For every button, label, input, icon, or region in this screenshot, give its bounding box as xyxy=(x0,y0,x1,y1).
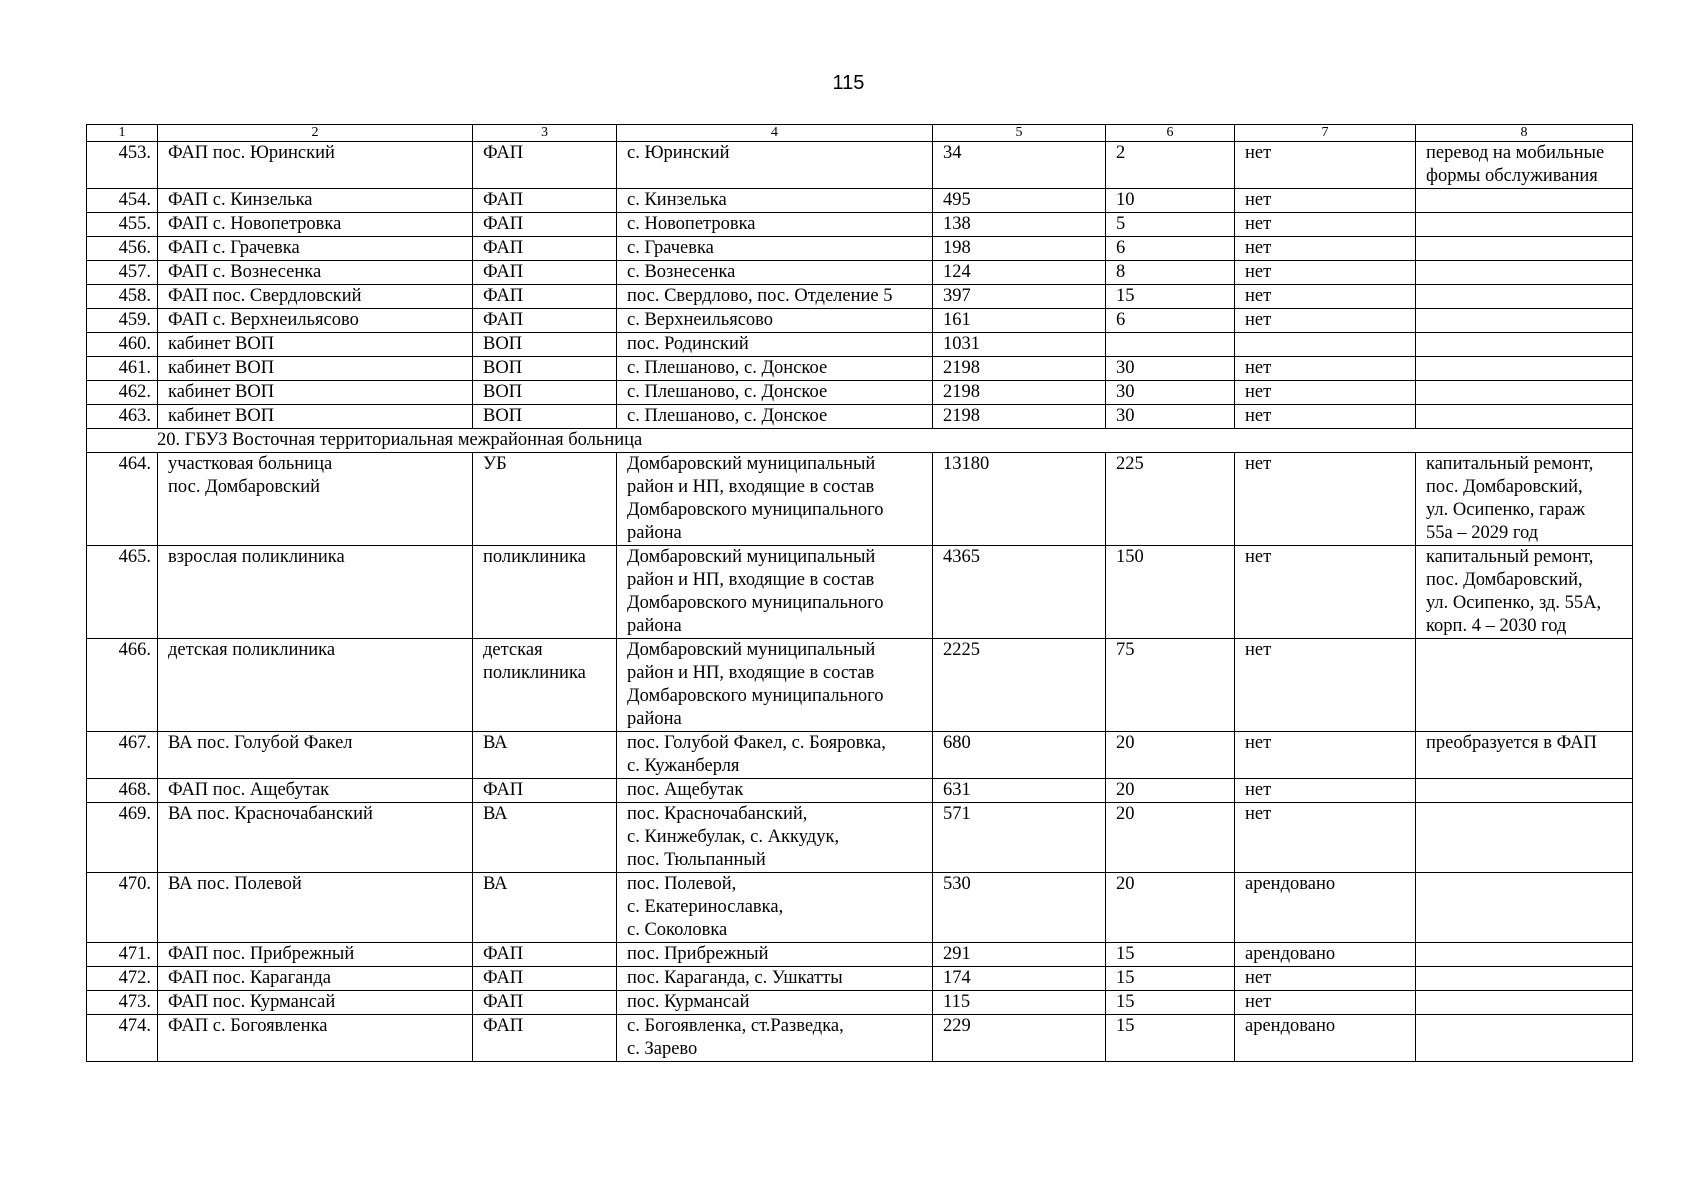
capacity-cell: 2 xyxy=(1106,142,1235,189)
row-number-cell: 469. xyxy=(87,803,158,873)
note-cell: преобразуется в ФАП xyxy=(1416,732,1633,779)
table-row xyxy=(87,357,1633,381)
status-cell: нет xyxy=(1235,779,1416,803)
status-cell: нет xyxy=(1235,309,1416,333)
row-number-cell: 456. xyxy=(87,237,158,261)
status-cell: нет xyxy=(1235,732,1416,779)
facility-type-cell: ВОП xyxy=(473,405,617,429)
table-row xyxy=(87,1015,1633,1062)
facility-type-cell: ФАП xyxy=(473,967,617,991)
service-area-cell: пос. Полевой, с. Екатеринославка, с. Соколовка xyxy=(617,873,933,943)
row-number-cell: 457. xyxy=(87,261,158,285)
service-area-cell: с. Новопетровка xyxy=(617,213,933,237)
capacity-cell: 150 xyxy=(1106,546,1235,639)
page-number: 115 xyxy=(832,72,865,94)
population-cell: 2198 xyxy=(933,357,1106,381)
facility-type-cell: ФАП xyxy=(473,213,617,237)
service-area-cell: с. Вознесенка xyxy=(617,261,933,285)
service-area-cell: с. Верхнеильясово xyxy=(617,309,933,333)
population-cell: 115 xyxy=(933,991,1106,1015)
status-cell: нет xyxy=(1235,381,1416,405)
facility-type-cell: ВА xyxy=(473,873,617,943)
capacity-cell: 30 xyxy=(1106,405,1235,429)
facility-name-cell: ФАП пос. Свердловский xyxy=(158,285,473,309)
service-area-cell: с. Плешаново, с. Донское xyxy=(617,357,933,381)
population-cell: 13180 xyxy=(933,453,1106,546)
facility-name-cell: ФАП с. Богоявленка xyxy=(158,1015,473,1062)
service-area-cell: с. Плешаново, с. Донское xyxy=(617,381,933,405)
column-number: 6 xyxy=(1106,125,1235,142)
population-cell: 174 xyxy=(933,967,1106,991)
capacity-cell xyxy=(1106,333,1235,357)
note-cell xyxy=(1416,309,1633,333)
row-number-cell: 461. xyxy=(87,357,158,381)
capacity-cell: 6 xyxy=(1106,237,1235,261)
table-row xyxy=(87,237,1633,261)
table-row xyxy=(87,546,1633,639)
row-number-cell: 459. xyxy=(87,309,158,333)
capacity-cell: 20 xyxy=(1106,779,1235,803)
facility-name-cell: ФАП пос. Прибрежный xyxy=(158,943,473,967)
status-cell: нет xyxy=(1235,142,1416,189)
status-cell: арендовано xyxy=(1235,873,1416,943)
note-cell xyxy=(1416,943,1633,967)
service-area-cell: с. Богоявленка, ст.Разведка, с. Зарево xyxy=(617,1015,933,1062)
service-area-cell: пос. Голубой Факел, с. Бояровка, с. Кужанберля xyxy=(617,732,933,779)
row-number-cell: 460. xyxy=(87,333,158,357)
table-row xyxy=(87,779,1633,803)
service-area-cell: пос. Свердлово, пос. Отделение 5 xyxy=(617,285,933,309)
table-row xyxy=(87,639,1633,732)
table-row xyxy=(87,381,1633,405)
note-cell xyxy=(1416,357,1633,381)
service-area-cell: Домбаровский муниципальный район и НП, входящие в состав Домбаровского муниципального района xyxy=(617,453,933,546)
population-cell: 198 xyxy=(933,237,1106,261)
table-row xyxy=(87,333,1633,357)
row-number-cell: 468. xyxy=(87,779,158,803)
service-area-cell: пос. Караганда, с. Ушкатты xyxy=(617,967,933,991)
capacity-cell: 15 xyxy=(1106,285,1235,309)
status-cell: нет xyxy=(1235,453,1416,546)
capacity-cell: 15 xyxy=(1106,991,1235,1015)
capacity-cell: 15 xyxy=(1106,1015,1235,1062)
table-row xyxy=(87,213,1633,237)
column-number: 8 xyxy=(1416,125,1633,142)
facility-name-cell: ФАП пос. Юринский xyxy=(158,142,473,189)
row-number-cell: 462. xyxy=(87,381,158,405)
row-number-cell: 466. xyxy=(87,639,158,732)
service-area-cell: пос. Родинский xyxy=(617,333,933,357)
population-cell: 34 xyxy=(933,142,1106,189)
facility-name-cell: ФАП пос. Караганда xyxy=(158,967,473,991)
table-row xyxy=(87,991,1633,1015)
population-cell: 138 xyxy=(933,213,1106,237)
capacity-cell: 5 xyxy=(1106,213,1235,237)
service-area-cell: с. Плешаново, с. Донское xyxy=(617,405,933,429)
service-area-cell: Домбаровский муниципальный район и НП, входящие в состав Домбаровского муниципального района xyxy=(617,546,933,639)
facility-name-cell: участковая больница пос. Домбаровский xyxy=(158,453,473,546)
note-cell xyxy=(1416,381,1633,405)
facility-name-cell: ФАП пос. Курмансай xyxy=(158,991,473,1015)
table-row xyxy=(87,189,1633,213)
status-cell: нет xyxy=(1235,237,1416,261)
facility-type-cell: ФАП xyxy=(473,1015,617,1062)
status-cell: нет xyxy=(1235,405,1416,429)
note-cell xyxy=(1416,285,1633,309)
service-area-cell: пос. Ащебутак xyxy=(617,779,933,803)
row-number-cell: 458. xyxy=(87,285,158,309)
note-cell xyxy=(1416,213,1633,237)
row-number-cell: 472. xyxy=(87,967,158,991)
table-row xyxy=(87,732,1633,779)
table-row xyxy=(87,453,1633,546)
population-cell: 631 xyxy=(933,779,1106,803)
note-cell xyxy=(1416,639,1633,732)
facility-name-cell: ФАП с. Вознесенка xyxy=(158,261,473,285)
table-body xyxy=(87,125,1633,1062)
row-number-cell: 474. xyxy=(87,1015,158,1062)
note-cell xyxy=(1416,189,1633,213)
note-cell xyxy=(1416,405,1633,429)
note-cell xyxy=(1416,333,1633,357)
facility-type-cell: ФАП xyxy=(473,237,617,261)
population-cell: 571 xyxy=(933,803,1106,873)
note-cell: капитальный ремонт, пос. Домбаровский, ул. Осипенко, гараж 55а – 2029 год xyxy=(1416,453,1633,546)
table-row xyxy=(87,943,1633,967)
population-cell: 2225 xyxy=(933,639,1106,732)
note-cell xyxy=(1416,1015,1633,1062)
facility-name-cell: ВА пос. Голубой Факел xyxy=(158,732,473,779)
facility-type-cell: УБ xyxy=(473,453,617,546)
facility-type-cell: ФАП xyxy=(473,943,617,967)
facilities-table xyxy=(86,124,1633,1062)
status-cell xyxy=(1235,333,1416,357)
facility-name-cell: кабинет ВОП xyxy=(158,333,473,357)
table-row xyxy=(87,142,1633,189)
service-area-cell: с. Юринский xyxy=(617,142,933,189)
capacity-cell: 15 xyxy=(1106,967,1235,991)
population-cell: 4365 xyxy=(933,546,1106,639)
facility-type-cell: ВОП xyxy=(473,357,617,381)
facility-name-cell: ВА пос. Красночабанский xyxy=(158,803,473,873)
capacity-cell: 30 xyxy=(1106,357,1235,381)
table-row xyxy=(87,309,1633,333)
note-cell xyxy=(1416,803,1633,873)
row-number-cell: 455. xyxy=(87,213,158,237)
facility-type-cell: ФАП xyxy=(473,285,617,309)
row-number-cell: 465. xyxy=(87,546,158,639)
population-cell: 1031 xyxy=(933,333,1106,357)
facility-type-cell: ФАП xyxy=(473,142,617,189)
facility-type-cell: ВОП xyxy=(473,381,617,405)
service-area-cell: пос. Прибрежный xyxy=(617,943,933,967)
facility-type-cell: ВА xyxy=(473,803,617,873)
capacity-cell: 20 xyxy=(1106,732,1235,779)
facility-type-cell: ВА xyxy=(473,732,617,779)
status-cell: нет xyxy=(1235,991,1416,1015)
column-number: 4 xyxy=(617,125,933,142)
service-area-cell: пос. Красночабанский, с. Кинжебулак, с. Аккудук, пос. Тюльпанный xyxy=(617,803,933,873)
status-cell: нет xyxy=(1235,639,1416,732)
service-area-cell: с. Грачевка xyxy=(617,237,933,261)
capacity-cell: 15 xyxy=(1106,943,1235,967)
facility-type-cell: ФАП xyxy=(473,261,617,285)
population-cell: 530 xyxy=(933,873,1106,943)
column-number: 3 xyxy=(473,125,617,142)
status-cell: нет xyxy=(1235,213,1416,237)
note-cell: перевод на мобильные формы обслуживания xyxy=(1416,142,1633,189)
facility-type-cell: поликлиника xyxy=(473,546,617,639)
population-cell: 397 xyxy=(933,285,1106,309)
note-cell: капитальный ремонт, пос. Домбаровский, ул. Осипенко, зд. 55А, корп. 4 – 2030 год xyxy=(1416,546,1633,639)
status-cell: нет xyxy=(1235,967,1416,991)
column-number: 1 xyxy=(87,125,158,142)
facility-type-cell: ВОП xyxy=(473,333,617,357)
population-cell: 124 xyxy=(933,261,1106,285)
status-cell: арендовано xyxy=(1235,1015,1416,1062)
facility-name-cell: ВА пос. Полевой xyxy=(158,873,473,943)
facility-name-cell: детская поликлиника xyxy=(158,639,473,732)
capacity-cell: 75 xyxy=(1106,639,1235,732)
row-number-cell: 464. xyxy=(87,453,158,546)
population-cell: 2198 xyxy=(933,381,1106,405)
table-row xyxy=(87,285,1633,309)
note-cell xyxy=(1416,237,1633,261)
note-cell xyxy=(1416,261,1633,285)
population-cell: 680 xyxy=(933,732,1106,779)
service-area-cell: Домбаровский муниципальный район и НП, входящие в состав Домбаровского муниципального района xyxy=(617,639,933,732)
facility-name-cell: кабинет ВОП xyxy=(158,405,473,429)
status-cell: нет xyxy=(1235,285,1416,309)
capacity-cell: 8 xyxy=(1106,261,1235,285)
population-cell: 495 xyxy=(933,189,1106,213)
service-area-cell: пос. Курмансай xyxy=(617,991,933,1015)
row-number-cell: 467. xyxy=(87,732,158,779)
status-cell: нет xyxy=(1235,261,1416,285)
row-number-cell: 473. xyxy=(87,991,158,1015)
note-cell xyxy=(1416,873,1633,943)
row-number-cell: 454. xyxy=(87,189,158,213)
status-cell: нет xyxy=(1235,803,1416,873)
table-row xyxy=(87,803,1633,873)
column-number: 2 xyxy=(158,125,473,142)
population-cell: 161 xyxy=(933,309,1106,333)
facility-name-cell: ФАП с. Грачевка xyxy=(158,237,473,261)
status-cell: нет xyxy=(1235,546,1416,639)
column-number: 7 xyxy=(1235,125,1416,142)
table-row xyxy=(87,405,1633,429)
table-row xyxy=(87,261,1633,285)
facility-name-cell: кабинет ВОП xyxy=(158,381,473,405)
column-number: 5 xyxy=(933,125,1106,142)
population-cell: 229 xyxy=(933,1015,1106,1062)
population-cell: 2198 xyxy=(933,405,1106,429)
row-number-cell: 470. xyxy=(87,873,158,943)
status-cell: нет xyxy=(1235,189,1416,213)
status-cell: нет xyxy=(1235,357,1416,381)
status-cell: арендовано xyxy=(1235,943,1416,967)
facility-type-cell: детская поликлиника xyxy=(473,639,617,732)
row-number-cell: 471. xyxy=(87,943,158,967)
note-cell xyxy=(1416,967,1633,991)
note-cell xyxy=(1416,779,1633,803)
column-number-row xyxy=(87,125,1633,142)
facility-type-cell: ФАП xyxy=(473,189,617,213)
capacity-cell: 10 xyxy=(1106,189,1235,213)
capacity-cell: 6 xyxy=(1106,309,1235,333)
facility-name-cell: ФАП пос. Ащебутак xyxy=(158,779,473,803)
capacity-cell: 20 xyxy=(1106,803,1235,873)
population-cell: 291 xyxy=(933,943,1106,967)
capacity-cell: 20 xyxy=(1106,873,1235,943)
facility-name-cell: ФАП с. Верхнеильясово xyxy=(158,309,473,333)
row-number-cell: 453. xyxy=(87,142,158,189)
capacity-cell: 225 xyxy=(1106,453,1235,546)
table-row xyxy=(87,873,1633,943)
row-number-cell: 463. xyxy=(87,405,158,429)
facility-type-cell: ФАП xyxy=(473,779,617,803)
facility-name-cell: взрослая поликлиника xyxy=(158,546,473,639)
section-title: 20. ГБУЗ Восточная территориальная межрайонная больница xyxy=(87,429,1633,453)
facility-name-cell: ФАП с. Новопетровка xyxy=(158,213,473,237)
facility-name-cell: ФАП с. Кинзелька xyxy=(158,189,473,213)
section-header-row xyxy=(87,429,1633,453)
table-row xyxy=(87,967,1633,991)
facility-type-cell: ФАП xyxy=(473,991,617,1015)
service-area-cell: с. Кинзелька xyxy=(617,189,933,213)
capacity-cell: 30 xyxy=(1106,381,1235,405)
facility-type-cell: ФАП xyxy=(473,309,617,333)
note-cell xyxy=(1416,991,1633,1015)
facility-name-cell: кабинет ВОП xyxy=(158,357,473,381)
